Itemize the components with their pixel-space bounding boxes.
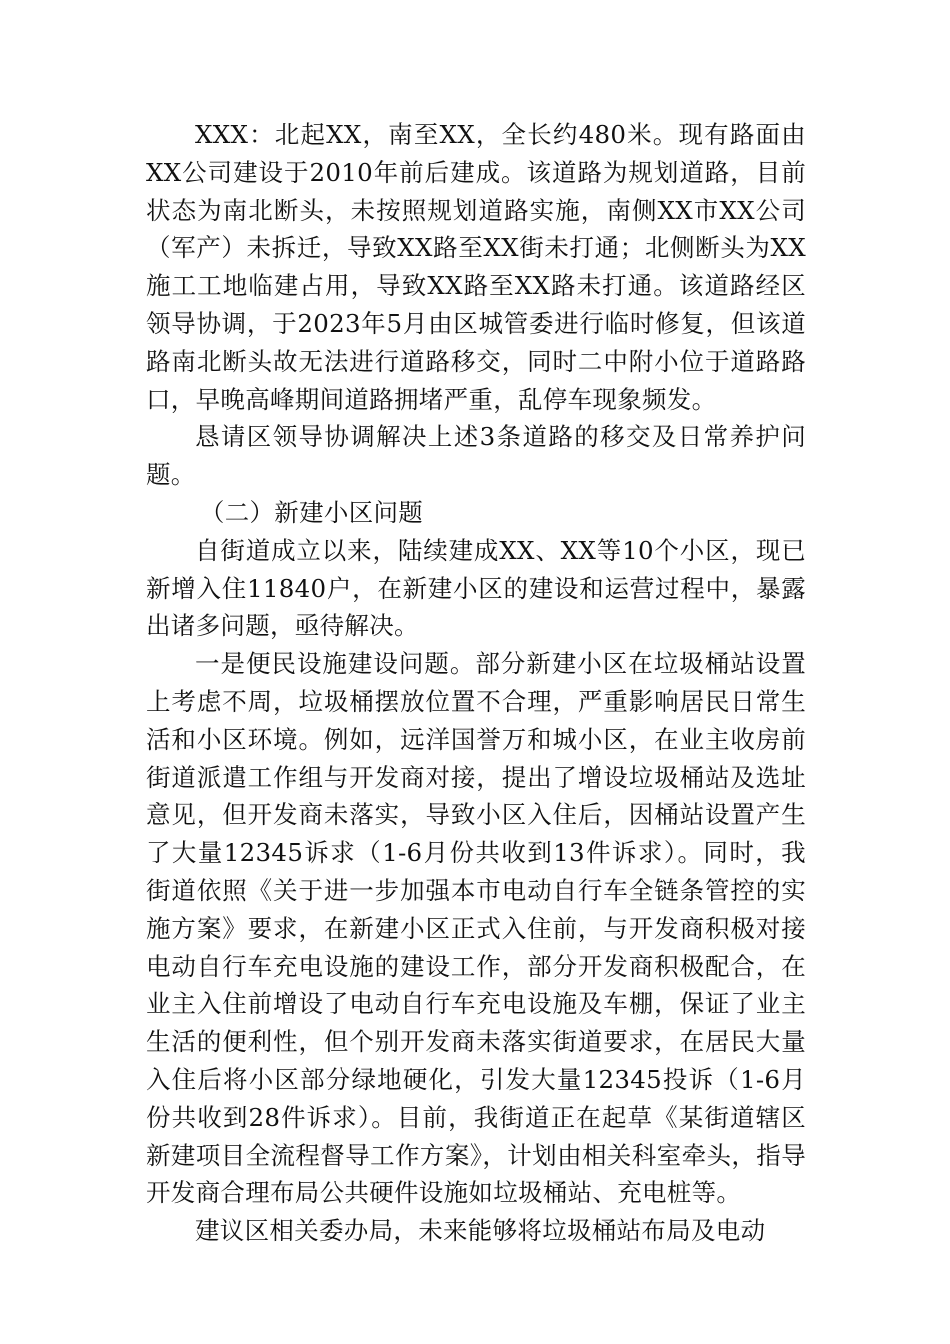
paragraph-communities-overview: 自街道成立以来，陆续建成XX、XX等10个小区，现已新增入住11840户，在新建小区的建设和运营过程中，暴露出诸多问题，亟待解决。 [146,535,806,641]
document-body [146,116,806,1250]
paragraph-suggestion: 建议区相关委办局，未来能够将垃圾桶站布局及电动 [195,1216,766,1246]
paragraph-facilities-issue: 一是便民设施建设问题。部分新建小区在垃圾桶站设置上考虑不周，垃圾桶摆放位置不合理，严重影响居民日常生活和小区环境。例如，远洋国誉万和城小区，在业主收房前街道派遣工作组与开发商对接，提出了增设垃圾桶站及选址意见，但开发商未落实，导致小区入住后，因桶站设置产生了大量12345诉求（1-6月份共收到13件诉求）。同时，我街道依照《关于进一步加强本市电动自行车全链条管控的实施方案》要求，在新建小区正式入住前，与开发商积极对接电动自行车充电设施的建设工作，部分开发商积极配合，在业主入住前增设了电动自行车充电设施及车棚，保证了业主生活的便利性，但个别开发商未落实街道要求，在居民大量入住后将小区部分绿地硬化，引发大量12345投诉（1-6月份共收到28件诉求）。目前，我街道正在起草《某街道辖区新建项目全流程督导工作方案》，计划由相关科室牵头，指导开发商合理布局公共硬件设施如垃圾桶站、充电桩等。 [146,649,806,1208]
section-heading-new-communities: （二）新建小区问题 [199,497,424,527]
paragraph-road-request: 恳请区领导协调解决上述3条道路的移交及日常养护问题。 [146,422,806,490]
paragraph-road-description: XXX：北起XX，南至XX，全长约480米。现有路面由XX公司建设于2010年前后建成。该道路为规划道路，目前状态为南北断头，未按照规划道路实施，南侧XX市XX公司（军产）未拆迁，导致XX路至XX街未打通；北侧断头为XX施工工地临建占用，导致XX路至XX路未打通。该道路经区领导协调，于2023年5月由区城管委进行临时修复，但该道路南北断头故无法进行道路移交，同时二中附小位于道路路口，早晚高峰期间道路拥堵严重，乱停车现象频发。 [146,120,806,414]
